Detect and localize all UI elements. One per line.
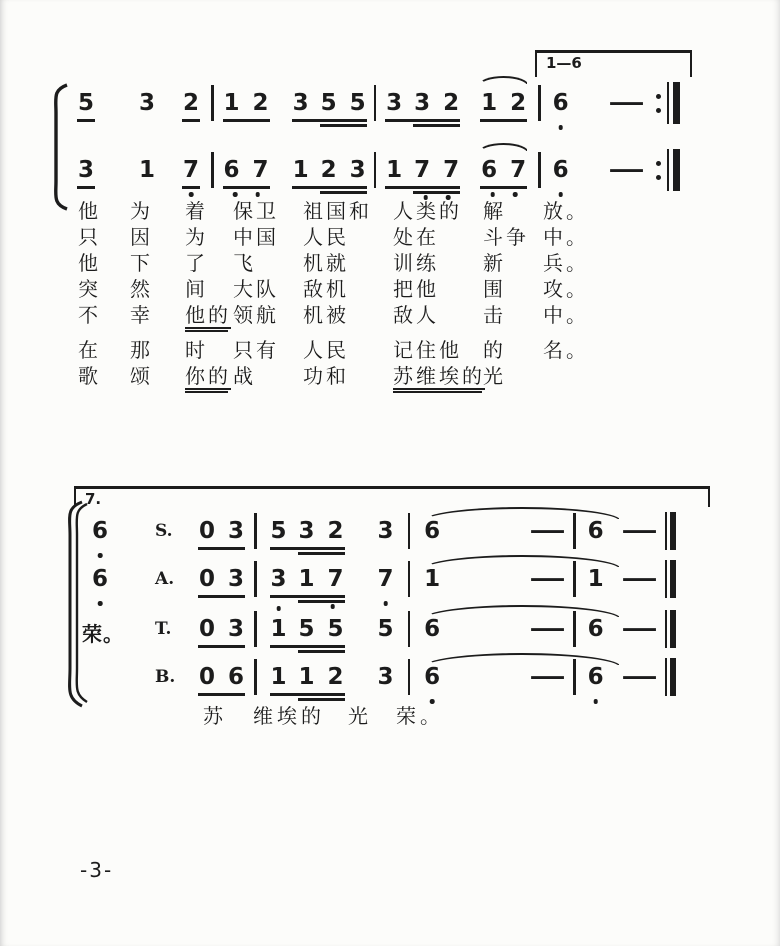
lyric-cell: 大队 xyxy=(233,277,279,301)
lyric-cell: 名。 xyxy=(543,338,589,362)
underline xyxy=(292,119,367,122)
underline xyxy=(270,547,345,550)
note-group xyxy=(271,616,344,642)
jianpu-note: 3 xyxy=(270,566,287,592)
lyric-cell: 敌人 xyxy=(393,303,439,327)
octave-dot xyxy=(383,601,388,606)
jianpu-note: 1 2 xyxy=(481,90,527,116)
duration-dash: — xyxy=(620,664,658,690)
underline xyxy=(198,645,245,648)
octave-dot xyxy=(330,604,335,609)
jianpu-note: 6 7 xyxy=(224,157,269,183)
jianpu-note: 7 xyxy=(183,157,199,183)
jianpu-note: 1 xyxy=(386,157,403,183)
lyric-cell: 击 xyxy=(483,303,506,327)
jianpu-note: 3 xyxy=(78,157,94,183)
verse-lyrics-block xyxy=(78,198,601,389)
jianpu-note: 1 2 xyxy=(299,664,344,690)
lyric-cell: 歌 xyxy=(78,364,101,388)
jianpu-note: 6 xyxy=(424,664,440,690)
barline xyxy=(211,152,214,188)
lyric-cell: 的 xyxy=(483,338,506,362)
underline xyxy=(385,119,460,122)
lyric-row xyxy=(78,276,601,302)
tie-arc xyxy=(478,143,529,153)
system-brace-bottom xyxy=(52,498,90,712)
barline xyxy=(538,85,541,121)
underline xyxy=(320,124,367,127)
underline xyxy=(270,645,345,648)
jianpu-note: 0 6 xyxy=(199,664,245,690)
underline xyxy=(198,547,245,550)
underline xyxy=(182,119,200,122)
lyric-row xyxy=(78,363,601,389)
barline xyxy=(538,152,541,188)
lyric-cell: 光 xyxy=(348,704,372,728)
voice-label: B. xyxy=(155,667,176,687)
underline xyxy=(413,191,460,194)
jianpu-note: 0 3 xyxy=(199,518,245,544)
notation-line-1 xyxy=(78,88,680,118)
octave-dot xyxy=(98,601,103,606)
lyric-cell: 为 xyxy=(130,199,153,223)
underline xyxy=(270,693,345,696)
lyric-cell: 那 xyxy=(130,338,153,362)
lyric-cell: 只有 xyxy=(233,338,279,362)
lyric-row xyxy=(78,224,601,250)
lyric-cell: 斗争 xyxy=(483,225,529,249)
page-number: -3- xyxy=(80,858,114,882)
underline xyxy=(198,693,245,696)
note-group xyxy=(224,157,269,183)
tie-arc xyxy=(423,653,621,667)
lyric-cell: 处在 xyxy=(393,225,439,249)
barline xyxy=(254,659,257,695)
lyric-cell: 中。 xyxy=(543,303,589,327)
duration-dash: — xyxy=(620,566,658,592)
jianpu-note: 1 xyxy=(587,566,604,592)
voice-label: S. xyxy=(155,521,173,541)
jianpu-note: 1 2 xyxy=(223,90,269,116)
lyric-cell: 飞 xyxy=(233,251,256,275)
jianpu-note: 2 xyxy=(183,90,199,116)
final-barline xyxy=(665,560,677,598)
tie-arc xyxy=(423,507,621,521)
lyric-cell: 他 xyxy=(78,251,101,275)
lyric-cell: 下 xyxy=(130,251,153,275)
jianpu-note: 3 xyxy=(386,90,403,116)
lyric-cell: 光 xyxy=(483,364,506,388)
note-group xyxy=(224,90,269,116)
lyric-cell: 间 xyxy=(185,277,208,301)
octave-dot xyxy=(276,606,281,611)
octave-dot xyxy=(558,125,563,130)
duration-dash: — xyxy=(529,566,566,592)
lyric-cell: 为 xyxy=(185,225,208,249)
jianpu-note: 6 xyxy=(92,518,108,544)
jianpu-note: 1 7 xyxy=(299,566,344,592)
final-barline xyxy=(665,658,677,696)
octave-dot xyxy=(513,192,518,197)
repeat-sign xyxy=(656,82,681,124)
tie-arc xyxy=(478,76,529,86)
note-group xyxy=(271,566,344,592)
lyric-cell: 突 xyxy=(78,277,101,301)
lyric-cell: 荣。 xyxy=(82,622,124,646)
lyric-cell: 放。 xyxy=(543,199,589,223)
jianpu-note: 7 xyxy=(378,566,394,592)
octave-dot xyxy=(189,192,194,197)
lyric-cell: 保卫 xyxy=(233,199,279,223)
lyric-cell: 然 xyxy=(130,277,153,301)
duration-dash: — xyxy=(607,157,645,183)
lyric-cell: 苏 xyxy=(203,704,227,728)
underline xyxy=(298,600,345,603)
lyric-cell: 因 xyxy=(130,225,153,249)
lyric-cell: 荣。 xyxy=(396,704,444,728)
voice-row-tenor xyxy=(155,614,676,644)
voice-row-soprano xyxy=(155,516,676,546)
jianpu-note: 7 7 xyxy=(414,157,459,183)
lyric-cell: 新 xyxy=(483,251,506,275)
lyric-cell: 幸 xyxy=(130,303,153,327)
jianpu-note: 5 xyxy=(78,90,94,116)
jianpu-note: 3 xyxy=(139,90,156,116)
note-group xyxy=(293,157,366,183)
duration-dash: — xyxy=(620,616,658,642)
note-group-tied xyxy=(481,90,526,116)
octave-dot xyxy=(593,699,598,704)
voice-label: T. xyxy=(155,619,172,639)
underline xyxy=(223,186,270,189)
lyric-cell: 祖国和 xyxy=(303,199,372,223)
lyric-cell: 敌机 xyxy=(303,277,349,301)
barline xyxy=(254,561,257,597)
system-brace-top xyxy=(40,82,74,212)
voice-row-alto xyxy=(155,564,676,594)
lyric-cell: 他 xyxy=(78,199,101,223)
lyric-cell: 攻。 xyxy=(543,277,589,301)
lyric-cell: 人民 xyxy=(303,225,349,249)
jianpu-note: 1 xyxy=(424,566,441,592)
lyric-cell: 他的 xyxy=(185,303,231,327)
octave-dot xyxy=(491,192,496,197)
lyric-cell: 机被 xyxy=(303,303,349,327)
volta-bracket-1-6 xyxy=(535,50,692,77)
jianpu-note: 1 xyxy=(139,157,156,183)
underline xyxy=(385,186,460,189)
underline xyxy=(320,191,367,194)
volta-label: 7. xyxy=(85,490,102,508)
jianpu-note: 1 xyxy=(292,157,309,183)
voice-label: A. xyxy=(155,569,175,589)
underline xyxy=(77,119,95,122)
jianpu-note: 5 5 xyxy=(321,90,366,116)
note-group-tied xyxy=(481,157,526,183)
underline xyxy=(480,186,527,189)
duration-dash: — xyxy=(607,90,645,116)
lyric-cell: 功和 xyxy=(303,364,349,388)
lyric-cell: 只 xyxy=(78,225,101,249)
note-group xyxy=(199,518,244,544)
tie-arc xyxy=(423,605,621,619)
barline xyxy=(211,85,214,121)
jianpu-note: 0 3 xyxy=(199,616,245,642)
jianpu-note: 5 xyxy=(377,616,394,642)
jianpu-note: 6 xyxy=(553,157,569,183)
lyric-cell: 时 xyxy=(185,338,208,362)
jianpu-note: 6 xyxy=(553,90,569,116)
jianpu-note: 1 xyxy=(270,664,287,690)
lyric-row xyxy=(78,337,601,363)
repeat-sign xyxy=(656,149,681,191)
duration-dash: — xyxy=(529,616,566,642)
jianpu-note: 6 xyxy=(92,566,108,592)
note-group xyxy=(293,90,366,116)
underline xyxy=(413,124,460,127)
barline xyxy=(374,85,377,121)
lyric-cell: 机就 xyxy=(303,251,349,275)
underline xyxy=(480,119,527,122)
barline xyxy=(408,561,411,597)
underline xyxy=(198,595,245,598)
note-group xyxy=(199,664,244,690)
lyric-cell: 中国 xyxy=(233,225,279,249)
jianpu-note: 6 xyxy=(424,518,441,544)
jianpu-note: 6 xyxy=(587,616,604,642)
lyric-cell: 中。 xyxy=(543,225,589,249)
lyric-cell: 维埃的 xyxy=(253,704,325,728)
lyric-row xyxy=(78,198,601,224)
lyric-cell: 领航 xyxy=(233,303,279,327)
lyric-cell: 记住他 xyxy=(393,338,462,362)
duration-dash: — xyxy=(529,664,566,690)
barline xyxy=(254,513,257,549)
jianpu-note: 6 xyxy=(424,616,441,642)
lyric-cell: 了 xyxy=(185,251,208,275)
octave-dot xyxy=(98,553,103,558)
jianpu-note: 3 2 xyxy=(414,90,459,116)
lyric-cell: 你的 xyxy=(185,364,231,388)
underline xyxy=(292,186,367,189)
lyric-cell: 不 xyxy=(78,303,101,327)
lyric-cell: 训练 xyxy=(393,251,439,275)
barline xyxy=(408,659,411,695)
jianpu-note: 6 7 xyxy=(481,157,526,183)
voice-row-bass xyxy=(155,662,676,692)
jianpu-note: 6 xyxy=(588,664,604,690)
lyric-row xyxy=(78,302,601,328)
barline xyxy=(374,152,377,188)
volta-bracket-7 xyxy=(74,486,710,507)
tie-arc xyxy=(423,555,621,569)
final-barline xyxy=(665,610,677,648)
underline xyxy=(298,552,345,555)
note-group xyxy=(199,616,244,642)
jianpu-note: 3 xyxy=(377,518,394,544)
barline xyxy=(408,513,411,549)
duration-dash: — xyxy=(529,518,566,544)
lyric-cell: 苏维埃的 xyxy=(393,364,485,388)
underline xyxy=(182,186,200,189)
lyric-cell: 兵。 xyxy=(543,251,589,275)
jianpu-note: 6 xyxy=(587,518,604,544)
lyric-row xyxy=(78,250,601,276)
underline xyxy=(298,650,345,653)
underline xyxy=(77,186,95,189)
lyric-cell: 着 xyxy=(185,199,208,223)
jianpu-note: 5 5 xyxy=(299,616,344,642)
octave-dot xyxy=(255,192,260,197)
lyric-cell: 把他 xyxy=(393,277,439,301)
note-group xyxy=(386,90,459,116)
volta-label: 1—6 xyxy=(546,54,582,72)
barline xyxy=(408,611,411,647)
jianpu-note: 5 xyxy=(270,518,287,544)
lyric-cell: 解 xyxy=(483,199,506,223)
underline xyxy=(270,595,345,598)
lyric-cell: 战 xyxy=(233,364,256,388)
jianpu-note: 1 xyxy=(271,616,287,642)
final-barline xyxy=(665,512,677,550)
note-group xyxy=(271,664,344,690)
lyric-cell: 围 xyxy=(483,277,506,301)
lyric-cell: 人民 xyxy=(303,338,349,362)
jianpu-note: 3 2 xyxy=(299,518,344,544)
underline xyxy=(223,119,270,122)
jianpu-note: 3 xyxy=(292,90,309,116)
note-group xyxy=(386,157,459,183)
lyric-cell: 颂 xyxy=(130,364,153,388)
jianpu-note: 2 3 xyxy=(321,157,366,183)
barline xyxy=(254,611,257,647)
lyric-cell: 在 xyxy=(78,338,101,362)
jianpu-note: 3 xyxy=(377,664,394,690)
duration-dash: — xyxy=(620,518,658,544)
jianpu-note: 0 3 xyxy=(199,566,245,592)
note-group xyxy=(199,566,244,592)
chorus-lyric-row xyxy=(203,700,458,729)
octave-dot xyxy=(558,192,563,197)
lyric-cell: 人类的 xyxy=(393,199,462,223)
octave-dot xyxy=(233,192,238,197)
notation-line-2 xyxy=(78,155,680,185)
note-group xyxy=(271,518,344,544)
